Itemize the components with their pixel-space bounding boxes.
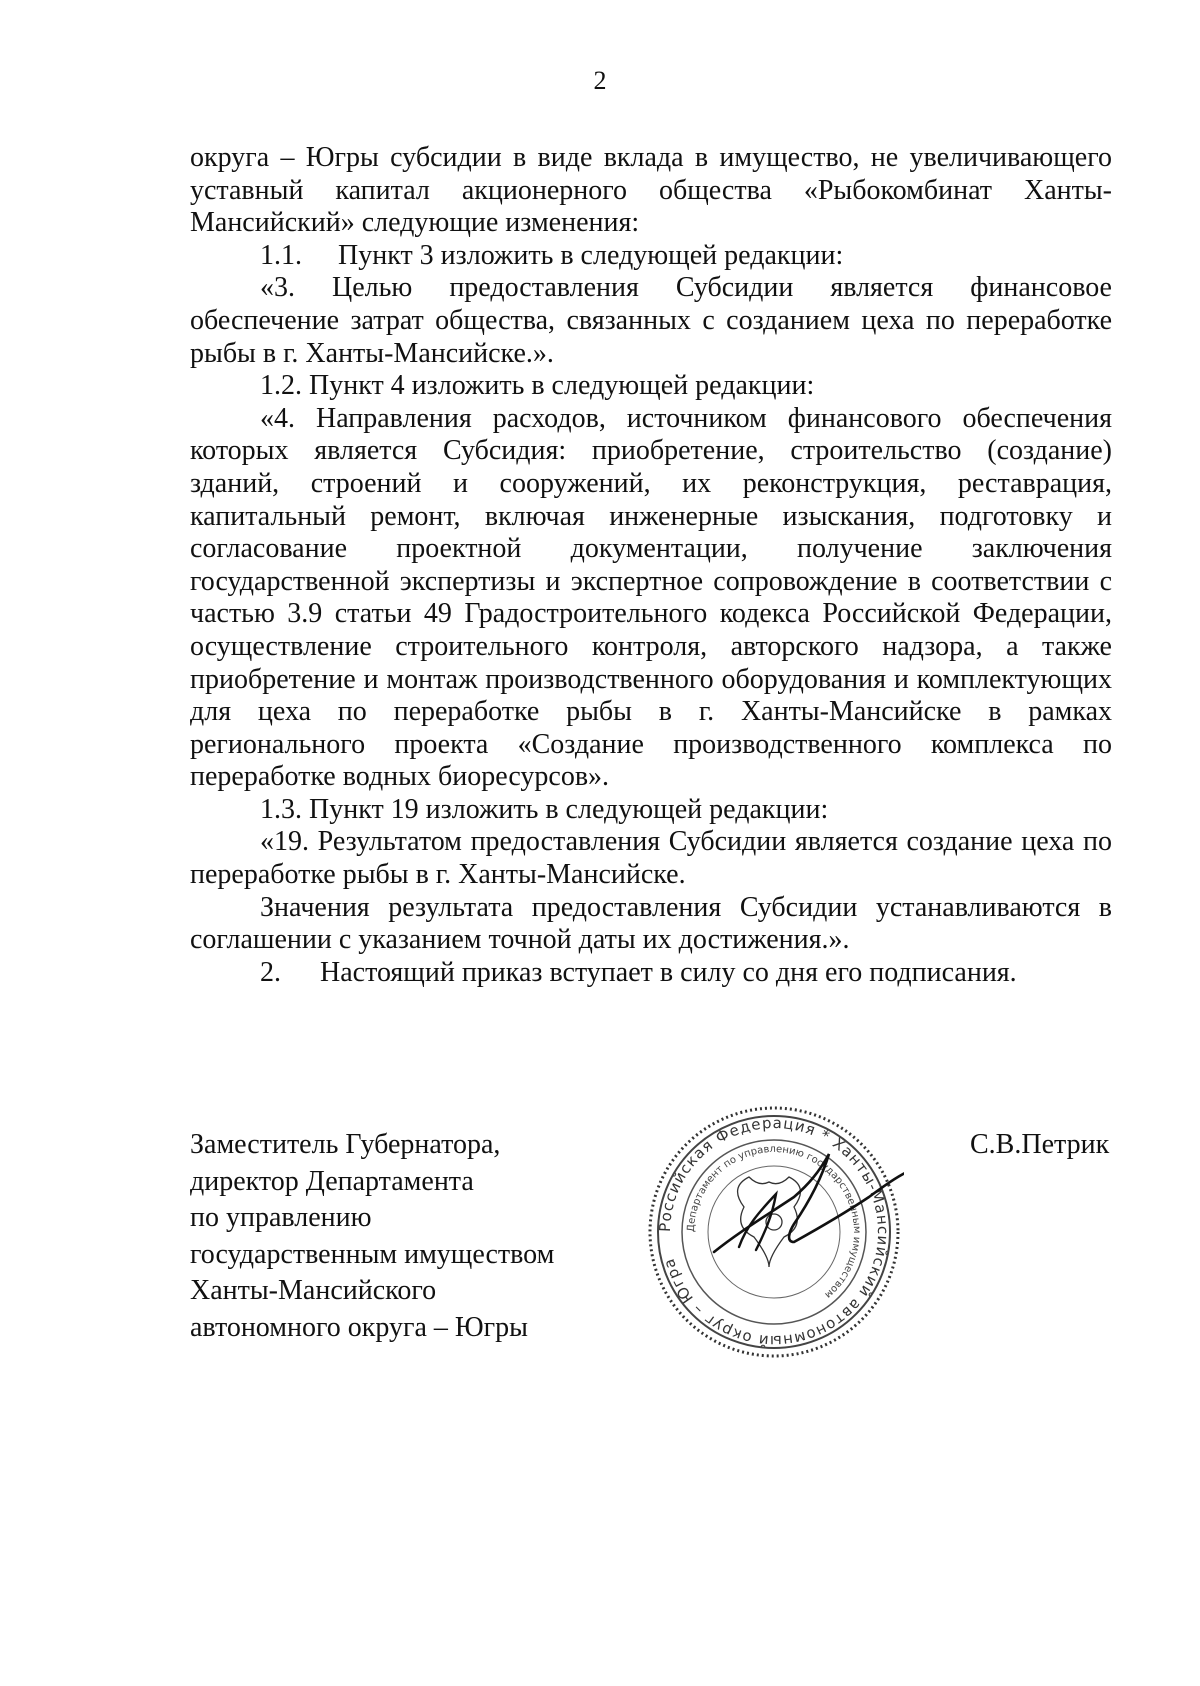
- item-text: Настоящий приказ вступает в силу со дня его подписания.: [320, 956, 1017, 988]
- signatory-title-line: по управлению: [190, 1202, 372, 1233]
- item-number: 1.1.: [260, 239, 302, 271]
- paragraph-intro: округа – Югры субсидии в виде вклада в имущество, не увеличивающего уставный капитал акционерного общества «Рыбокомбинат Ханты-Мансийский» следующие изменения:: [190, 142, 1112, 239]
- official-seal: [644, 1102, 904, 1362]
- paragraph-point-3: «3. Целью предоставления Субсидии является финансовое обеспечение затрат общества, связанных с созданием цеха по переработке рыбы в г. Ханты-Мансийске.».: [190, 272, 1112, 369]
- svg-text:Департамент по управлению госу: [686, 1144, 862, 1300]
- paragraph-point-4: «4. Направления расходов, источником финансового обеспечения которых является Субсидия: приобретение, строительство (создание) зданий, строений и сооружений, их реконструкция, реставрация, капитальный ремонт, включая инженерные изыскания, подготовку и согласование проектной документации, получение заключения государственной экспертизы и экспертное сопровождение в соответствии с частью 3.9 статьи 49 Градостроительного кодекса Российской Федерации, осуществление строительного контроля, авторского надзора, а также приобретение и монтаж производственного оборудования и комплектующих для цеха по переработке рыбы в г. Ханты-Мансийске в рамках регионального проекта «Создание производственного комплекса по переработке водных биоресурсов».: [190, 402, 1112, 793]
- seal-outer-text: Российская Федерация * Ханты-Мансийский автономный округ – Югра: [655, 1113, 893, 1351]
- item-number: 2.: [260, 956, 281, 988]
- signatory-title-line: Ханты-Мансийского: [190, 1275, 437, 1306]
- paragraph-1-1: [190, 240, 1112, 273]
- page-number: 2: [593, 66, 607, 95]
- document-body: [190, 142, 1112, 989]
- paragraph-1-2: 1.2. Пункт 4 изложить в следующей редакции:: [260, 370, 815, 402]
- paragraph-2: [190, 957, 1112, 990]
- item-text: Пункт 3 изложить в следующей редакции:: [338, 239, 844, 271]
- signatory-title-line: директор Департамента: [190, 1165, 474, 1197]
- signatory-name: С.В.Петрик: [970, 1129, 1110, 1160]
- paragraph-result-values: Значения результата предоставления Субсидии устанавливаются в соглашении с указанием точной даты их достижения.».: [190, 891, 1112, 956]
- seal-ring-inner: [682, 1140, 866, 1324]
- signatory-title-line: государственным имуществом: [190, 1238, 555, 1270]
- paragraph-1-3: 1.3. Пункт 19 изложить в следующей редакции:: [260, 793, 829, 825]
- seal-inner-text: Департамент по управлению государственным имуществом: [685, 1143, 863, 1301]
- paragraph-point-19: «19. Результатом предоставления Субсидии является создание цеха по переработке рыбы в г. Ханты-Мансийске.: [190, 826, 1112, 891]
- signatory-title-line: Заместитель Губернатора,: [190, 1129, 501, 1160]
- seal-center-ring: [708, 1166, 840, 1298]
- signatory-title: [190, 1127, 650, 1346]
- signatory-title-line: автономного округа – Югры: [190, 1311, 528, 1343]
